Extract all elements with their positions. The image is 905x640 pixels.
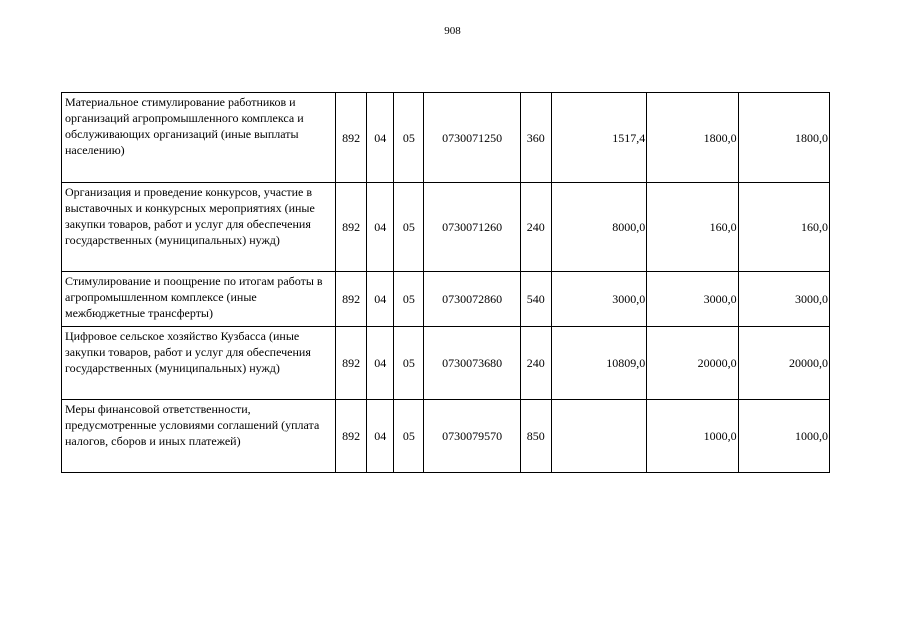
cell-expense-type: 240 — [520, 183, 551, 272]
cell-section: 04 — [367, 327, 394, 400]
cell-ministry: 892 — [336, 327, 367, 400]
cell-subsection: 05 — [394, 272, 424, 327]
cell-ministry: 892 — [336, 400, 367, 473]
table-row — [62, 93, 830, 183]
cell-section: 04 — [367, 272, 394, 327]
cell-name: Организация и проведение конкурсов, участие в выставочных и конкурсных мероприятиях (иные закупки товаров, работ и услуг для обеспечения государственных (муниципальных) нужд) — [62, 183, 336, 272]
cell-amount-1: 3000,0 — [551, 272, 646, 327]
cell-expense-type: 240 — [520, 327, 551, 400]
cell-name: Материальное стимулирование работников и организаций агропромышленного комплекса и обслуживающих организаций (иные выплаты населению) — [62, 93, 336, 183]
table-row — [62, 272, 830, 327]
budget-table — [61, 92, 830, 473]
cell-amount-1 — [551, 400, 646, 473]
cell-name: Цифровое сельское хозяйство Кузбасса (иные закупки товаров, работ и услуг для обеспечения государственных (муниципальных) нужд) — [62, 327, 336, 400]
cell-subsection: 05 — [394, 327, 424, 400]
cell-ministry: 892 — [336, 93, 367, 183]
cell-target-article: 0730071250 — [424, 93, 520, 183]
cell-ministry: 892 — [336, 183, 367, 272]
cell-amount-2: 1000,0 — [647, 400, 738, 473]
cell-amount-3: 1000,0 — [738, 400, 829, 473]
cell-ministry: 892 — [336, 272, 367, 327]
cell-section: 04 — [367, 183, 394, 272]
cell-amount-1: 10809,0 — [551, 327, 646, 400]
cell-target-article: 0730073680 — [424, 327, 520, 400]
cell-subsection: 05 — [394, 93, 424, 183]
cell-section: 04 — [367, 400, 394, 473]
cell-amount-3: 160,0 — [738, 183, 829, 272]
cell-target-article: 0730071260 — [424, 183, 520, 272]
cell-subsection: 05 — [394, 400, 424, 473]
cell-amount-1: 1517,4 — [551, 93, 646, 183]
cell-amount-2: 160,0 — [647, 183, 738, 272]
table-row — [62, 400, 830, 473]
cell-amount-3: 20000,0 — [738, 327, 829, 400]
cell-amount-1: 8000,0 — [551, 183, 646, 272]
cell-amount-2: 1800,0 — [647, 93, 738, 183]
cell-amount-2: 3000,0 — [647, 272, 738, 327]
cell-expense-type: 850 — [520, 400, 551, 473]
page-number: 908 — [444, 25, 461, 37]
cell-target-article: 0730072860 — [424, 272, 520, 327]
table-row — [62, 327, 830, 400]
table-row — [62, 183, 830, 272]
cell-target-article: 0730079570 — [424, 400, 520, 473]
cell-amount-2: 20000,0 — [647, 327, 738, 400]
cell-section: 04 — [367, 93, 394, 183]
cell-amount-3: 1800,0 — [738, 93, 829, 183]
cell-name: Стимулирование и поощрение по итогам работы в агропромышленном комплексе (иные межбюджетные трансферты) — [62, 272, 336, 327]
cell-expense-type: 540 — [520, 272, 551, 327]
cell-name: Меры финансовой ответственности, предусмотренные условиями соглашений (уплата налогов, сборов и иных платежей) — [62, 400, 336, 473]
cell-amount-3: 3000,0 — [738, 272, 829, 327]
cell-subsection: 05 — [394, 183, 424, 272]
cell-expense-type: 360 — [520, 93, 551, 183]
